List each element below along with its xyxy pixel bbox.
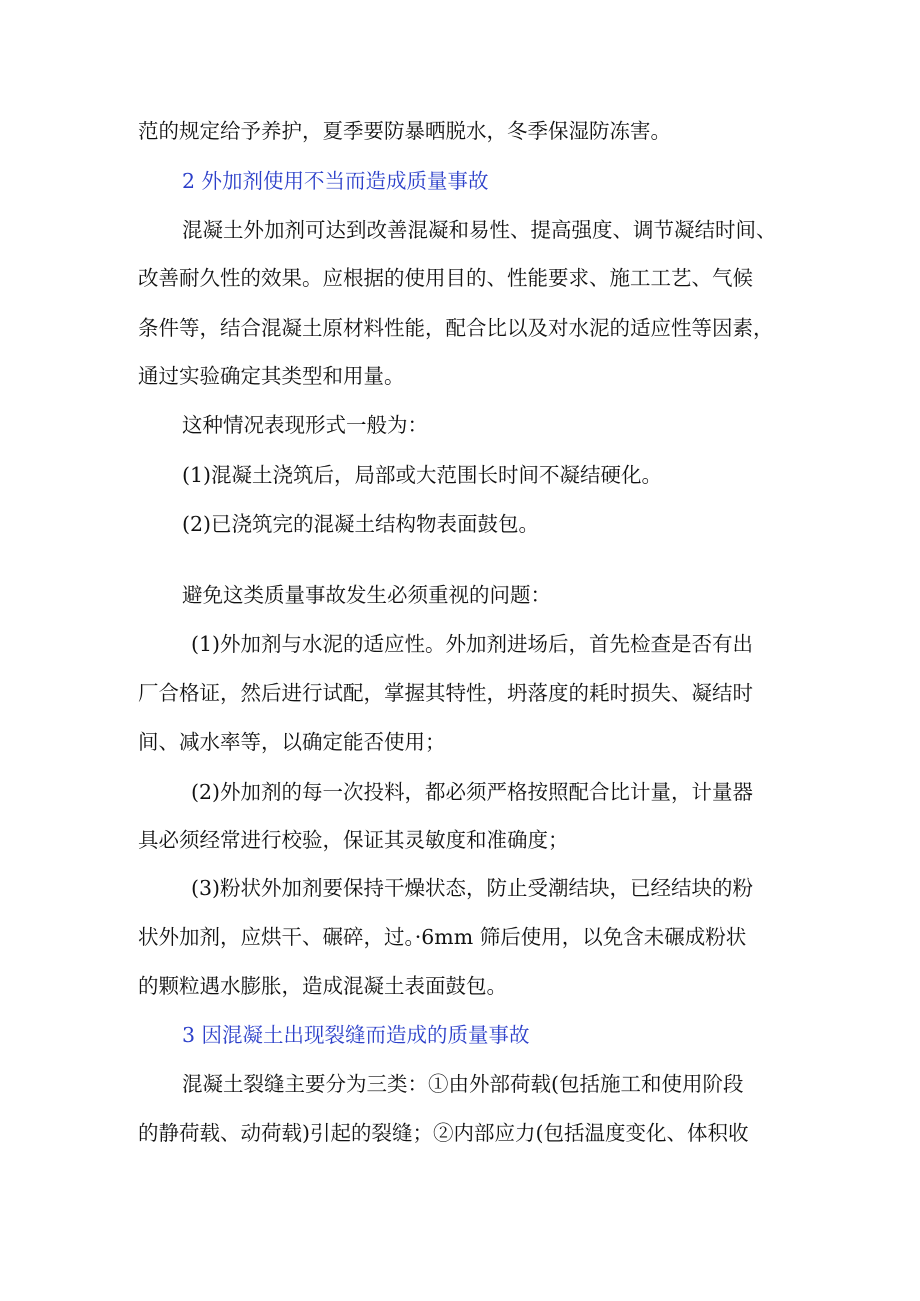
item-1-line-2: 厂合格证，然后进行试配，掌握其特性，坍落度的耗时损失、凝结时 bbox=[138, 681, 753, 705]
section-2-para-line-4: 通过实验确定其类型和用量。 bbox=[138, 364, 405, 388]
section-2-para-line-1: 混凝土外加剂可达到改善混凝和易性、提高强度、调节凝结时间、 bbox=[182, 218, 777, 242]
section-3-para-line-2: 的静荷载、动荷载)引起的裂缝；②内部应力(包括温度变化、体积收 bbox=[138, 1121, 749, 1145]
item-2-line-2: 具必须经常进行校验，保证其灵敏度和准确度； bbox=[138, 828, 569, 852]
section-2-para-line-3: 条件等，结合混凝土原材料性能，配合比以及对水泥的适应性等因素， bbox=[138, 316, 774, 340]
item-3-line-1: (3)粉状外加剂要保持干燥状态，防止受潮结块，已经结块的粉 bbox=[191, 876, 754, 900]
section-3-heading: 3 因混凝土出现裂缝而造成的质量事故 bbox=[182, 1023, 530, 1047]
symptom-1: (1)混凝土浇筑后，局部或大范围长时间不凝结硬化。 bbox=[182, 463, 663, 487]
item-2-line-1: (2)外加剂的每一次投料，都必须严格按照配合比计量，计量器 bbox=[191, 780, 754, 804]
item-3-line-2: 状外加剂，应烘干、碾碎，过。·6mm 筛后使用，以免含未碾成粉状 bbox=[138, 925, 747, 949]
avoid-intro: 避免这类质量事故发生必须重视的问题： bbox=[182, 583, 551, 607]
symptom-2: (2)已浇筑完的混凝土结构物表面鼓包。 bbox=[182, 512, 540, 536]
intro-line-1: 范的规定给予养护，夏季要防暴晒脱水，冬季保湿防冻害。 bbox=[138, 119, 671, 143]
item-3-line-3: 的颗粒遇水膨胀，造成混凝土表面鼓包。 bbox=[138, 974, 507, 998]
symptoms-intro: 这种情况表现形式一般为： bbox=[182, 413, 428, 437]
section-3-para-line-1: 混凝土裂缝主要分为三类：①由外部荷载(包括施工和使用阶段 bbox=[182, 1072, 744, 1096]
item-1-line-3: 间、减水率等，以确定能否使用； bbox=[138, 730, 446, 754]
section-2-heading: 2 外加剂使用不当而造成质量事故 bbox=[182, 169, 489, 193]
section-2-para-line-2: 改善耐久性的效果。应根据的使用目的、性能要求、施工工艺、气候 bbox=[138, 266, 753, 290]
item-1-line-1: (1)外加剂与水泥的适应性。外加剂进场后，首先检查是否有出 bbox=[191, 632, 754, 656]
